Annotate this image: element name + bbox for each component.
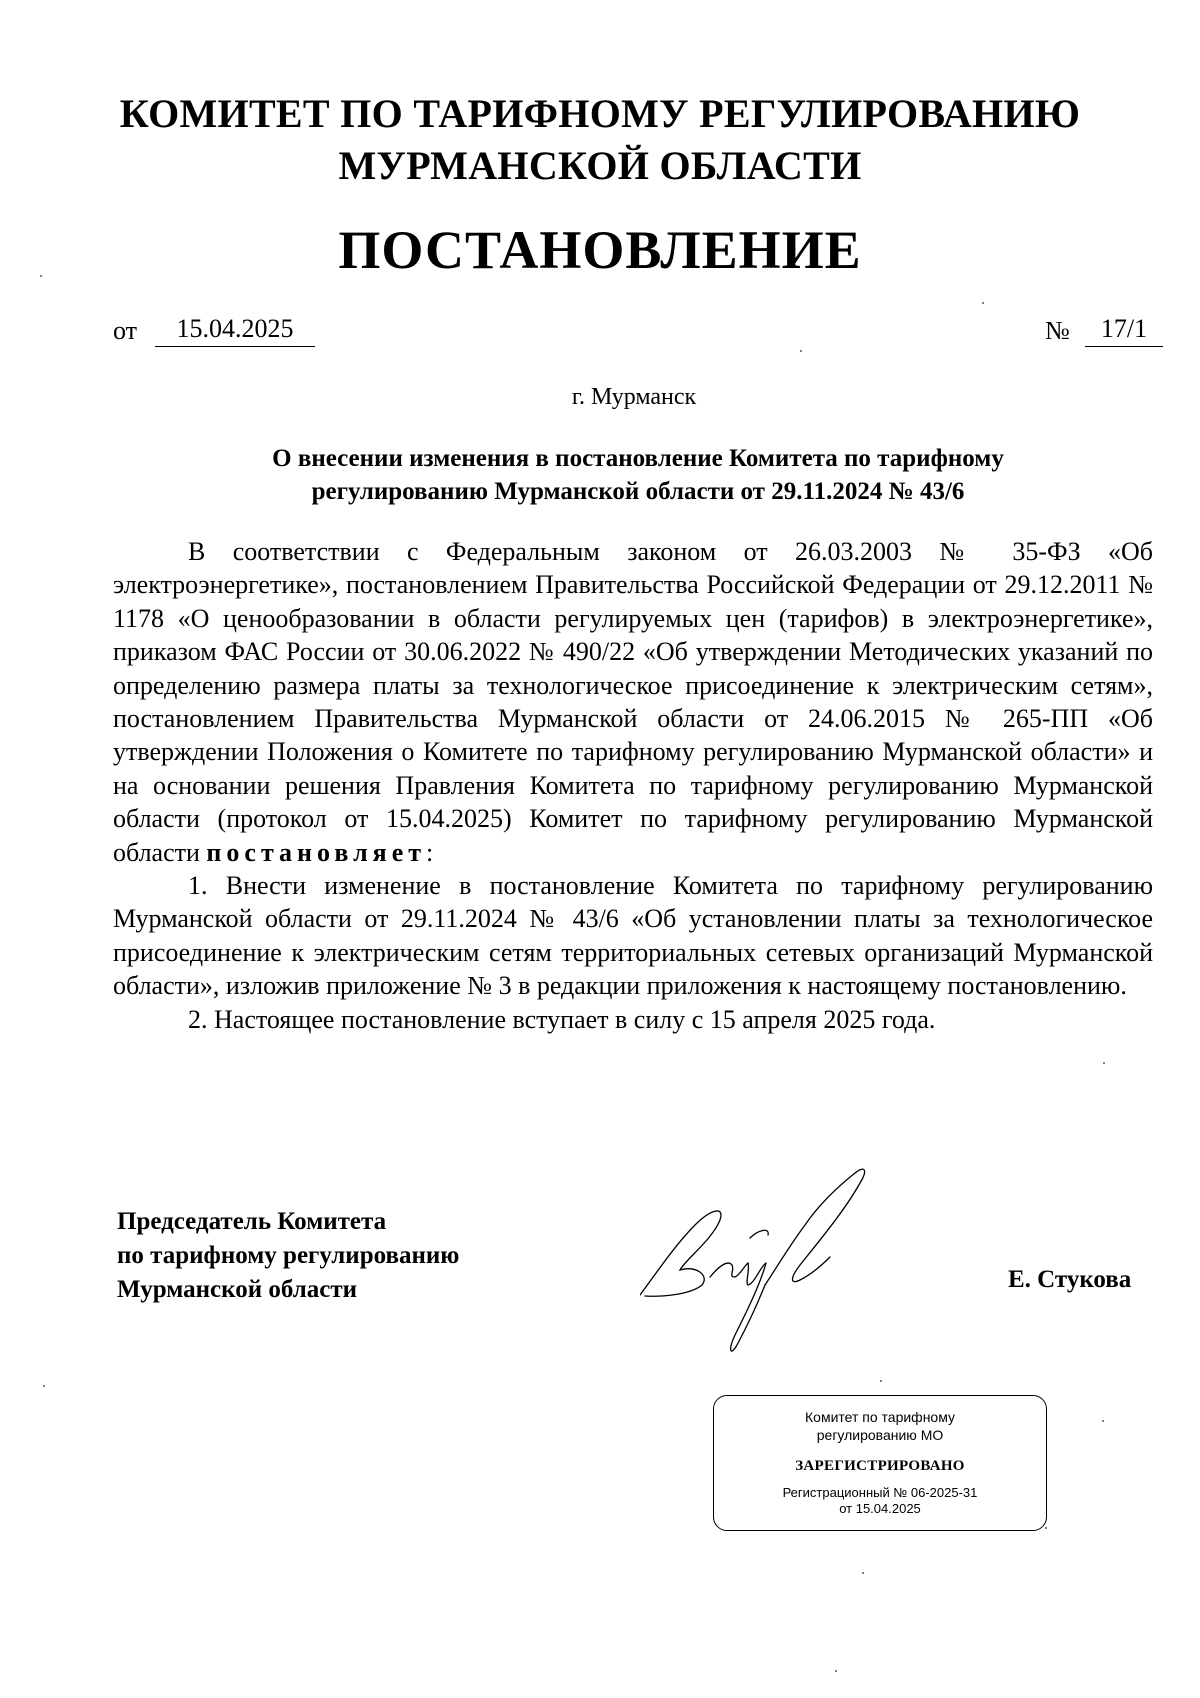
signatory-title-line-2: по тарифному регулированию — [117, 1242, 460, 1269]
signatory-name: Е. Стукова — [1008, 1266, 1132, 1293]
registration-stamp — [713, 1395, 1047, 1531]
scan-speck — [1102, 1420, 1104, 1422]
document-type-title: ПОСТАНОВЛЕНИЕ — [338, 220, 862, 280]
signatory-title — [117, 1205, 459, 1307]
decree-item-2: 2. Настоящее постановление вступает в силу с 15 апреля 2025 года. — [188, 1004, 936, 1034]
handwritten-signature — [640, 1165, 870, 1365]
scan-speck — [880, 1380, 882, 1382]
signatory-title-line-1: Председатель Комитета — [117, 1208, 387, 1235]
stamp-organization-line-2: регулированию МО — [816, 1427, 944, 1443]
subject-line-1: О внесении изменения в постановление Комитета по тарифному — [272, 445, 1004, 472]
decree-item-1: 1. Внести изменение в постановление Комитета по тарифному регулированию Мурманской области от 29.11.2024 № 43/6 «Об установлении платы за технологическое присоединение к электрическим сетям территориальных сетевых организаций Мурманской области», изложив приложение № 3 в редакции приложения к настоящему постановлению. — [113, 871, 1153, 1001]
stamp-organization-line-1: Комитет по тарифному — [805, 1409, 955, 1425]
decree-colon: : — [426, 837, 434, 867]
document-number: 17/1 — [1085, 312, 1163, 347]
scan-speck — [835, 1670, 837, 1672]
scan-speck — [40, 275, 42, 277]
scan-speck — [800, 350, 802, 352]
scan-speck — [1045, 1527, 1047, 1529]
scan-speck — [43, 1385, 45, 1387]
document-body — [113, 535, 1153, 1036]
scan-speck — [1103, 1062, 1105, 1064]
scan-speck — [862, 1572, 864, 1574]
date-number-row — [113, 312, 1163, 352]
stamp-registration — [760, 1485, 1000, 1517]
document-date: 15.04.2025 — [155, 312, 315, 347]
signatory-title-line-3: Мурманской области — [117, 1276, 358, 1303]
city: г. Мурманск — [571, 384, 697, 410]
stamp-status: ЗАРЕГИСТРИРОВАНО — [795, 1458, 965, 1474]
subject-line-2: регулированию Мурманской области от 29.11.2024 № 43/6 — [311, 478, 965, 505]
date-prefix: от — [113, 316, 138, 345]
stamp-registration-number: Регистрационный № 06-2025-31 — [782, 1485, 978, 1500]
organization-line-2: МУРМАНСКОЙ ОБЛАСТИ — [338, 143, 862, 188]
decree-word: постановляет — [206, 837, 427, 867]
scan-speck — [982, 302, 984, 304]
organization-line-1: КОМИТЕТ ПО ТАРИФНОМУ РЕГУЛИРОВАНИЮ — [119, 91, 1081, 136]
document-subject — [113, 442, 1163, 508]
organization-heading — [0, 88, 1200, 192]
stamp-organization — [780, 1408, 980, 1444]
preamble-text: В соответствии с Федеральным законом от 26.03.2003 № 35-ФЗ «Об электроэнергетике», постановлением Правительства Российской Федерации от 29.12.2011 № 1178 «О ценообразовании в области регулируемых цен (тарифов) в электроэнергетике», приказом ФАС России от 30.06.2022 № 490/22 «Об утверждении Методических указаний по определению размера платы за технологическое присоединение к электрическим сетям», постановлением Правительства Мурманской области от 24.06.2015 № 265-ПП «Об утверждении Положения о Комитете по тарифному регулированию Мурманской области» и на основании решения Правления Комитета по тарифному регулированию Мурманской области (протокол от 15.04.2025) Комитет по тарифному регулированию Мурманской области — [113, 537, 1153, 867]
preamble-paragraph — [113, 535, 1153, 869]
stamp-registration-date: от 15.04.2025 — [839, 1501, 921, 1516]
number-prefix: № — [1045, 316, 1070, 345]
